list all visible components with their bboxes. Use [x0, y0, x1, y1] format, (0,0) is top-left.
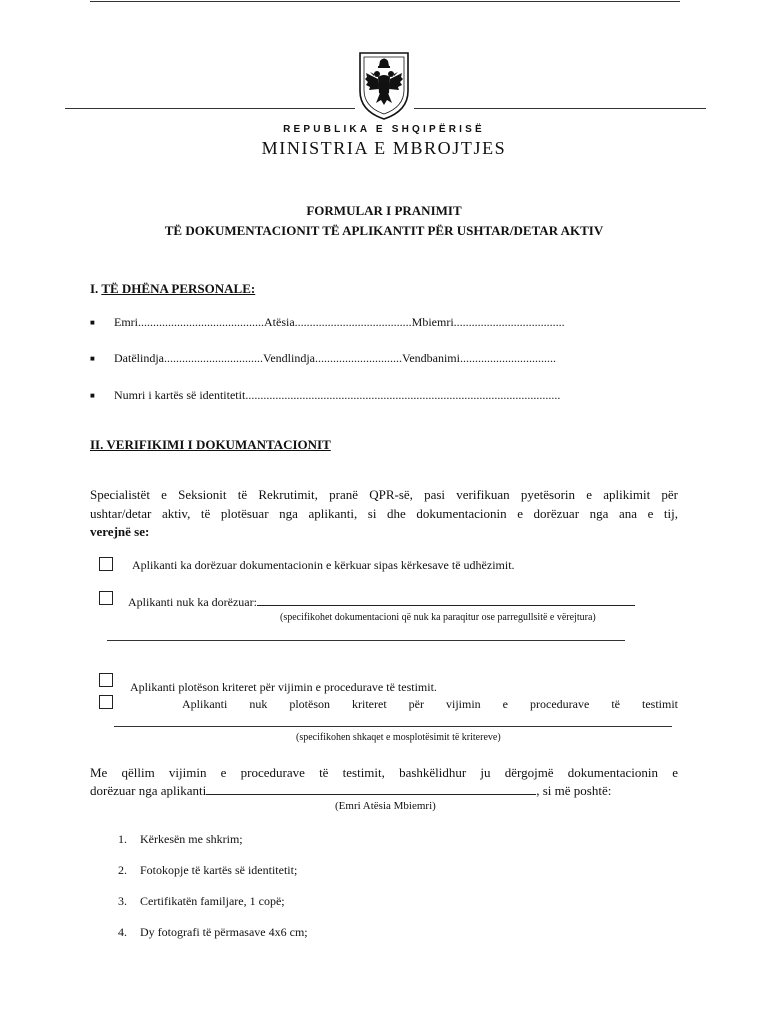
intro-line-1: Specialistët e Seksionit të Rekrutimit, pranë QPR-së, pasi verifikuan pyetësorin e aplikimit për	[90, 487, 678, 502]
form-title-line2: TË DOKUMENTACIONIT TË APLIKANTIT PËR USHTAR/DETAR AKTIV	[164, 223, 604, 238]
not-submitted-extra-line[interactable]	[107, 640, 625, 641]
intro-observe: verejnë se:	[90, 524, 150, 539]
list-text: Kërkesën me shkrim;	[140, 832, 243, 846]
field-vendlindja[interactable]: .............................	[314, 351, 402, 365]
field-vendbanimi[interactable]: ................................	[459, 351, 556, 365]
applicant-name-field[interactable]	[206, 783, 536, 795]
list-text: Fotokopje të kartës së identitetit;	[140, 863, 298, 877]
check-not-meets-criteria-label: Aplikanti nuk plotëson kriteret për vijimin e procedurave të testimit	[182, 697, 678, 711]
bullet-icon: ■	[90, 318, 95, 327]
check-submitted-docs-label: Aplikanti ka dorëzuar dokumentacionin e kërkuar sipas kërkesave të udhëzimit.	[132, 558, 515, 572]
check-meets-criteria-label: Aplikanti plotëson kriteret për vijimin e procedurave të testimit.	[130, 680, 437, 694]
checkbox-not-submitted[interactable]	[99, 591, 113, 605]
field-label-id-number: Numri i kartës së identitetit	[114, 388, 246, 402]
section2-heading: II. VERIFIKIMI I DOKUMANTACIONIT	[90, 437, 331, 452]
field-label-atesia: Atësia	[264, 315, 295, 329]
send-line-2	[90, 783, 611, 799]
list-number: 2.	[118, 863, 127, 877]
document-list-item	[118, 894, 285, 909]
list-text: Certifikatën familjare, 1 copë;	[140, 894, 285, 908]
top-rule	[90, 1, 680, 2]
send-line-2a: dorëzuar nga aplikanti	[90, 783, 207, 798]
not-meets-criteria-note: (specifikohen shkaqet e mosplotësimit të kritereve)	[296, 732, 501, 743]
field-label-emri: Emri	[114, 315, 138, 329]
not-submitted-text: Aplikanti nuk ka dorëzuar:	[128, 595, 257, 609]
document-list-item	[118, 863, 297, 878]
republic-name: REPUBLIKA E SHQIPËRISË	[283, 124, 485, 135]
personal-row-1	[114, 315, 565, 330]
list-text: Dy fotografi të përmasave 4x6 cm;	[140, 925, 308, 939]
check-not-submitted-label	[128, 594, 635, 610]
ministry-name: MINISTRIA E MBROJTJES	[261, 138, 507, 158]
personal-row-3	[114, 388, 560, 403]
field-label-vendlindja: Vendlindja	[262, 351, 315, 365]
intro-line-2: ushtar/detar aktiv, të plotësuar nga aplikanti, si dhe dokumentacionin e dorëzuar nga ana e tij,	[90, 506, 678, 521]
send-line-2b: , si më poshtë:	[536, 783, 612, 798]
albania-coat-of-arms-icon	[356, 47, 412, 121]
field-label-vendbanimi: Vendbanimi	[401, 351, 460, 365]
field-label-datelindja: Datëlindja	[114, 351, 164, 365]
field-datelindja[interactable]: .................................	[163, 351, 263, 365]
section1-heading	[90, 281, 255, 297]
personal-row-2	[114, 351, 556, 366]
list-number: 1.	[118, 832, 127, 846]
section1-number: I.	[90, 281, 99, 296]
not-submitted-field[interactable]	[257, 594, 635, 606]
header-rule-right	[414, 108, 706, 109]
field-label-mbiemri: Mbiemri	[411, 315, 454, 329]
list-number: 4.	[118, 925, 127, 939]
document-list-item	[118, 832, 243, 847]
form-title-line1: FORMULAR I PRANIMIT	[306, 203, 462, 218]
bullet-icon: ■	[90, 391, 95, 400]
send-line-1: Me qëllim vijimin e procedurave të testimit, bashkëlidhur ju dërgojmë dokumentacionin e	[90, 765, 678, 780]
bullet-icon: ■	[90, 354, 95, 363]
applicant-name-note: (Emri Atësia Mbiemri)	[335, 800, 436, 812]
document-list-item	[118, 925, 308, 940]
checkbox-meets-criteria[interactable]	[99, 673, 113, 687]
not-meets-criteria-field[interactable]	[114, 726, 672, 727]
field-mbiemri[interactable]: .....................................	[453, 315, 565, 329]
section1-title: TË DHËNA PERSONALE:	[101, 281, 256, 296]
list-number: 3.	[118, 894, 127, 908]
checkbox-not-meets-criteria[interactable]	[99, 695, 113, 709]
header-rule-left	[65, 108, 355, 109]
not-submitted-note: (specifikohet dokumentacioni që nuk ka paraqitur ose parregullsitë e vërejtura)	[280, 612, 596, 623]
field-emri[interactable]: ..........................................	[138, 315, 264, 329]
field-id-number[interactable]: .........................................................................................................	[245, 388, 561, 402]
field-atesia[interactable]: .......................................	[294, 315, 412, 329]
checkbox-submitted-docs[interactable]	[99, 557, 113, 571]
